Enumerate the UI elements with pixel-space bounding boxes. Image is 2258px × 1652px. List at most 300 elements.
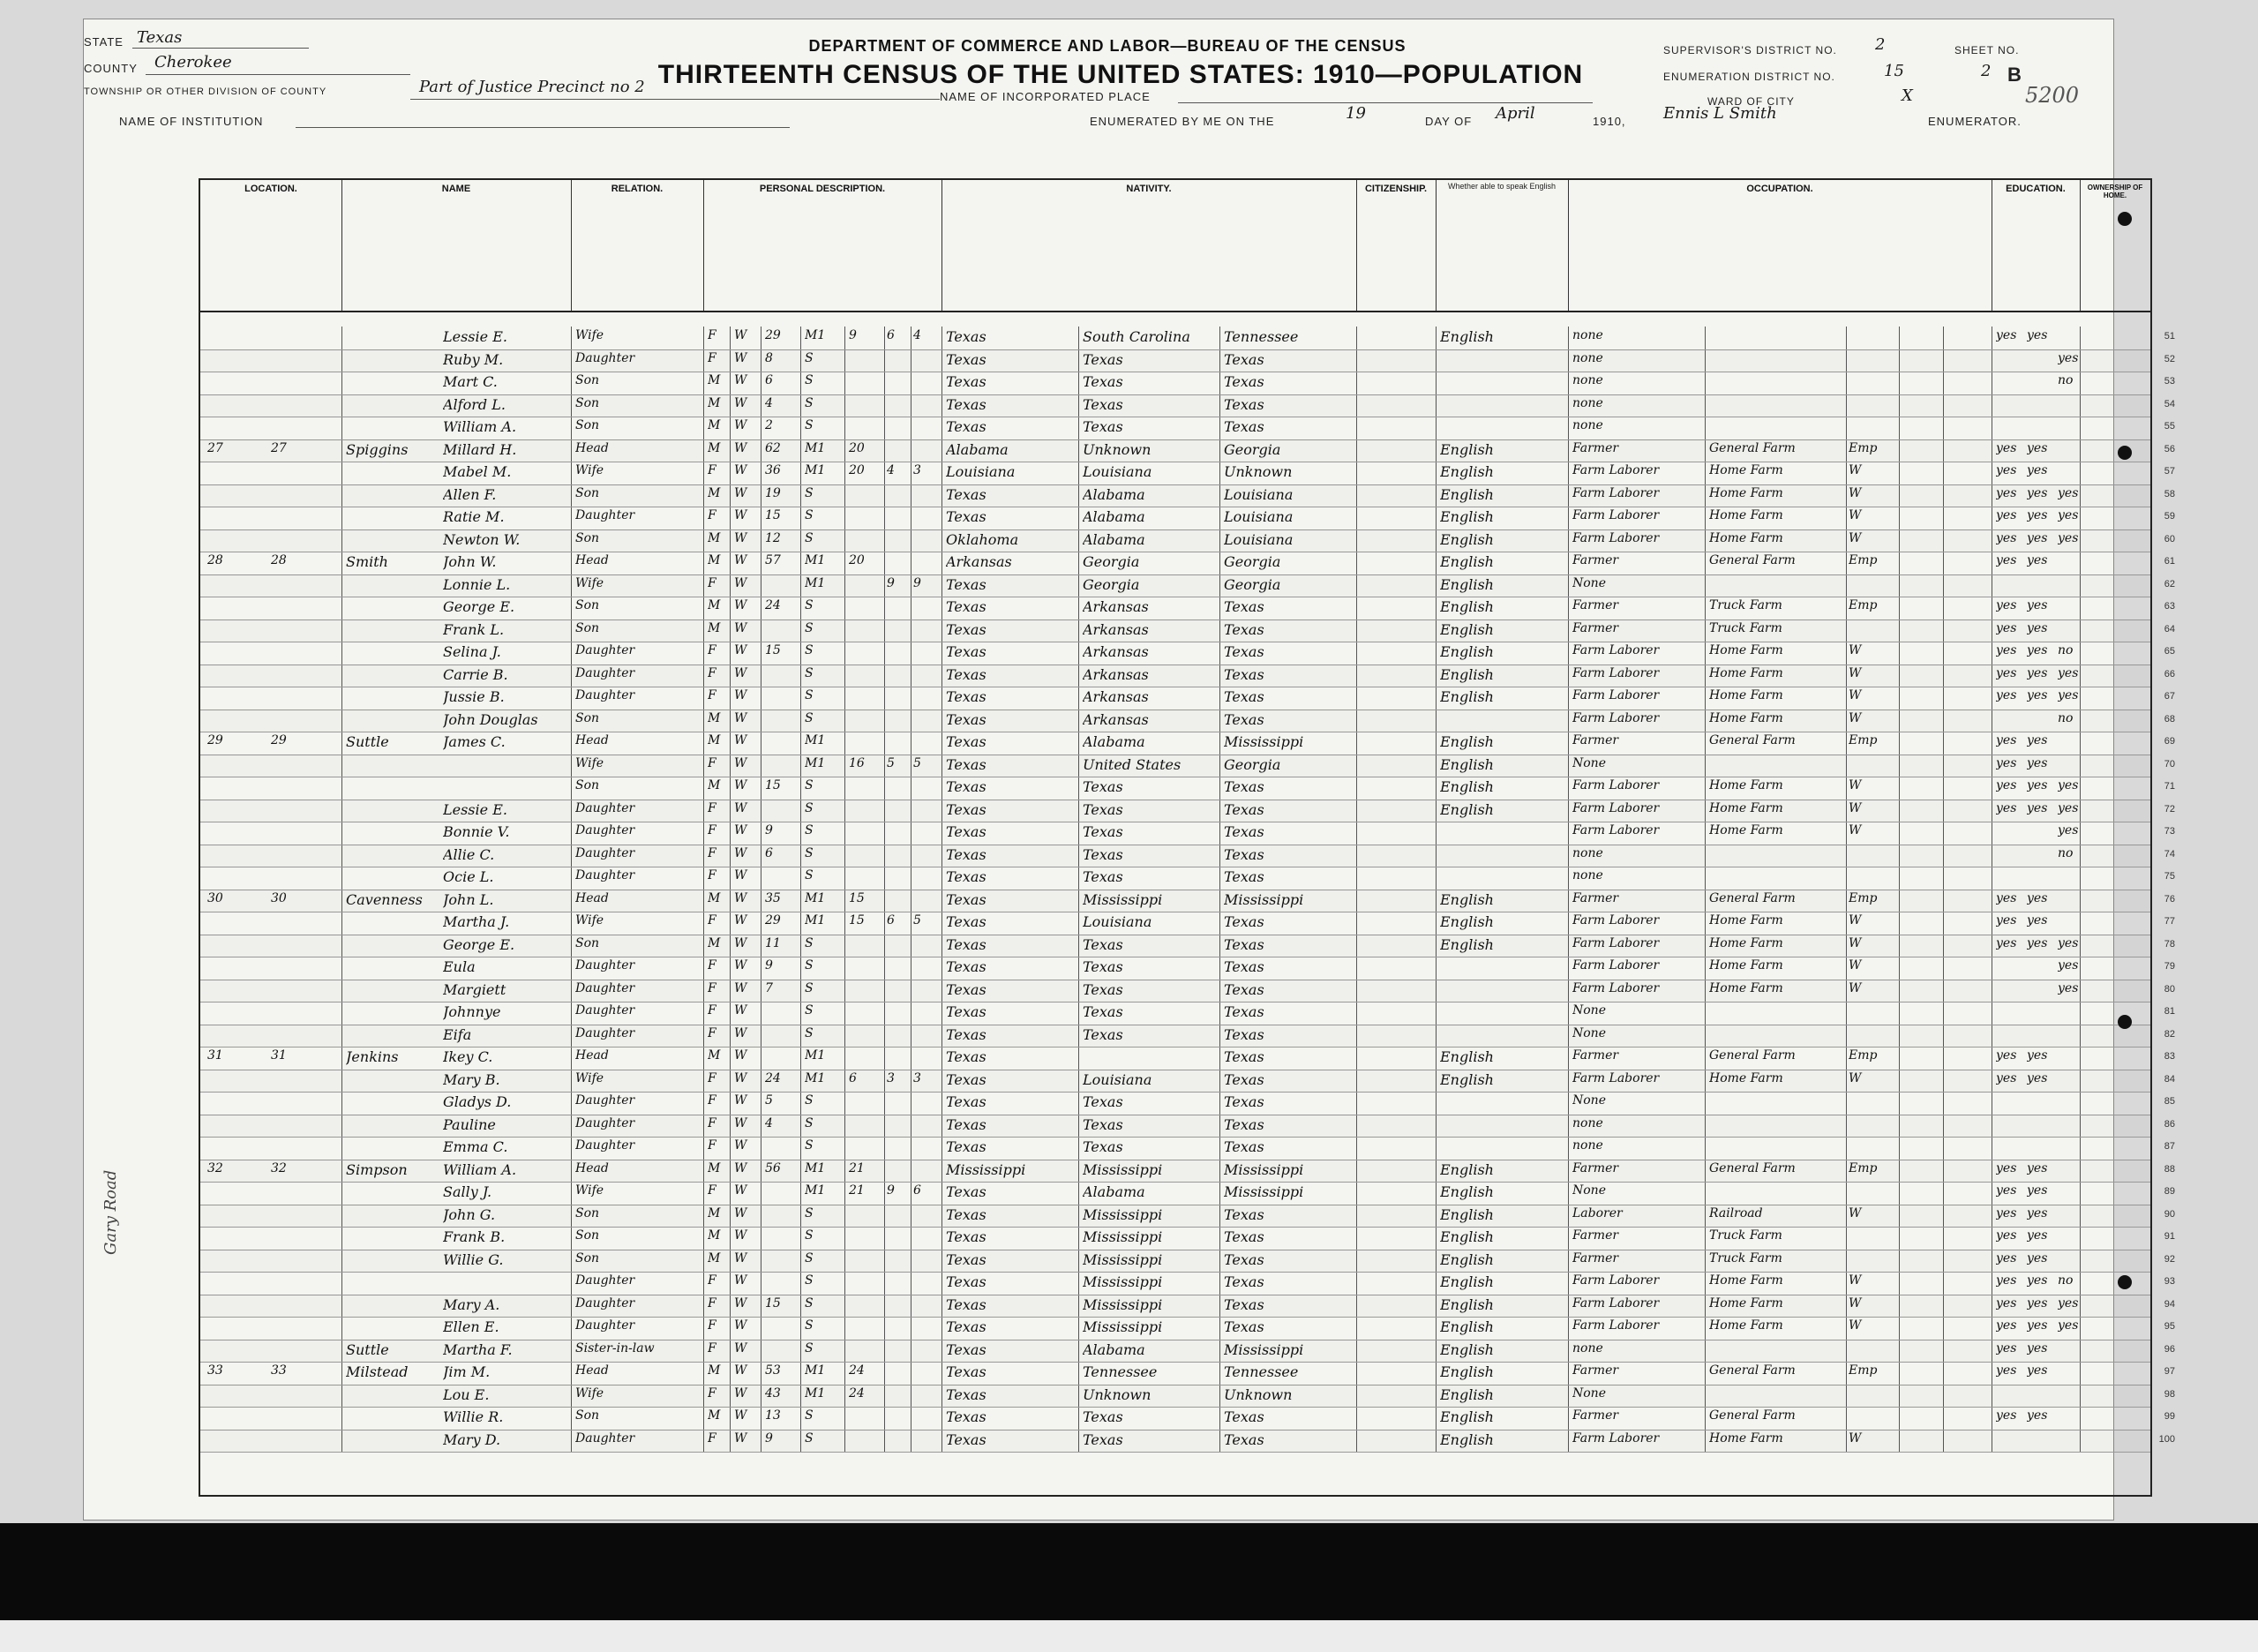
cell-race: W: [734, 688, 747, 702]
cell-lang: English: [1440, 935, 1494, 953]
cell-age: [765, 868, 800, 888]
cell-lang: [1440, 711, 1564, 731]
cell-fam: [271, 958, 324, 978]
cell-ind: [1709, 576, 1842, 596]
cell-pob-m: Texas: [1224, 1003, 1264, 1020]
line-number: 90: [2164, 1208, 2175, 1220]
cell-ind: General Farm: [1709, 1048, 1796, 1063]
cell-write: [2027, 351, 2057, 371]
cell-ind: Home Farm: [1709, 485, 1783, 500]
cell-sex: M: [708, 935, 721, 950]
cell-ind: Home Farm: [1709, 778, 1783, 792]
line-number: 61: [2164, 556, 2175, 567]
cell-sex: M: [708, 1048, 721, 1063]
line-number: 75: [2164, 871, 2175, 882]
cell-dw: [207, 1251, 260, 1271]
cell-race: W: [734, 463, 747, 477]
cell-occ: Farmer: [1572, 1160, 1619, 1175]
cell-read: [1996, 1386, 2026, 1406]
cell-lang: English: [1440, 1160, 1494, 1178]
cell-liv: [913, 441, 938, 461]
cell-yrs: 20: [849, 463, 865, 477]
cell-fam: 29: [271, 733, 287, 747]
cell-pob-m: Texas: [1224, 350, 1264, 368]
cell-born: [887, 1318, 911, 1338]
cell-pob: Texas: [946, 935, 986, 953]
cell-surname: Suttle: [346, 733, 389, 750]
line-number: 51: [2164, 331, 2175, 342]
cell-race: W: [734, 1183, 747, 1198]
cell-pob: Texas: [946, 643, 986, 660]
cell-yrs: [849, 1341, 881, 1361]
line-number: 100: [2158, 1433, 2175, 1445]
department-heading: DEPARTMENT OF COMMERCE AND LABOR—BUREAU OF THE CENSUS: [808, 37, 1407, 55]
cell-yrs: [849, 1206, 881, 1226]
cell-pob: Texas: [946, 868, 986, 885]
cell-pob-f: Alabama: [1083, 1340, 1145, 1358]
cell-pob-m: Texas: [1224, 598, 1264, 615]
cell-fam: [271, 913, 324, 933]
cell-lang: [1440, 823, 1564, 843]
cell-write: yes: [2027, 1273, 2048, 1288]
cell-yrs: [849, 688, 881, 708]
cell-read: [1996, 396, 2026, 416]
cell-pob-f: Texas: [1083, 395, 1123, 413]
cell-liv: [913, 1296, 938, 1316]
cell-dw: [207, 1431, 260, 1451]
table-row: [200, 822, 2175, 845]
cell-yrs: [849, 1003, 881, 1023]
cell-emp: W: [1849, 935, 1862, 950]
cell-pob-m: Texas: [1224, 1138, 1264, 1155]
cell-school: [2058, 1228, 2084, 1248]
microfilm-strip: [0, 1620, 2258, 1652]
cell-born: [887, 531, 911, 551]
cell-school: [2058, 441, 2084, 461]
cell-pob-f: Texas: [1083, 1115, 1123, 1133]
cell-sex: F: [708, 800, 716, 815]
cell-rel: Daughter: [575, 1295, 635, 1310]
cell-fam: [271, 508, 324, 528]
cell-ind: [1709, 846, 1842, 866]
enumeration-value: 15: [1884, 62, 1904, 80]
line-number: 66: [2164, 668, 2175, 680]
cell-age: 4: [765, 1115, 773, 1130]
cell-pob: Texas: [946, 395, 986, 413]
cell-surname: [346, 351, 443, 371]
cell-pob: Texas: [946, 823, 986, 840]
cell-liv: [913, 621, 938, 641]
ward-value: X: [1902, 86, 1913, 105]
cell-yrs: [849, 936, 881, 956]
cell-rel: Daughter: [575, 1318, 635, 1333]
cell-fam: [271, 1386, 324, 1406]
cell-pob: Texas: [946, 1295, 986, 1313]
cell-pob-f: Louisiana: [1083, 463, 1152, 480]
cell-read: yes: [1996, 688, 2017, 702]
cell-pob: Alabama: [946, 440, 1009, 458]
cell-pob: Texas: [946, 508, 986, 525]
cell-occ: None: [1572, 1025, 1606, 1040]
cell-write: [2027, 1116, 2057, 1136]
cell-liv: [913, 778, 938, 798]
cell-surname: [346, 328, 443, 348]
cell-lang: English: [1440, 1183, 1494, 1200]
cell-pob: Texas: [946, 1340, 986, 1358]
cell-race: W: [734, 710, 747, 725]
cell-ms: M1: [805, 1048, 826, 1063]
cell-sex: F: [708, 328, 716, 342]
cell-pob-f: Alabama: [1083, 508, 1145, 525]
cell-read: yes: [1996, 530, 2017, 545]
cell-surname: Jenkins: [346, 1048, 399, 1065]
cell-age: 56: [765, 1160, 781, 1175]
cell-age: 36: [765, 463, 781, 477]
cell-yrs: [849, 1273, 881, 1293]
cell-surname: Milstead: [346, 1363, 409, 1380]
cell-write: yes: [2027, 890, 2048, 905]
cell-given: James C.: [443, 733, 506, 750]
cell-race: W: [734, 823, 747, 837]
cell-fam: [271, 351, 324, 371]
line-number: 72: [2164, 803, 2175, 815]
cell-surname: Simpson: [346, 1160, 408, 1178]
column-occupation: OCCUPATION.: [1568, 180, 1992, 312]
cell-emp: W: [1849, 508, 1862, 522]
cell-liv: [913, 373, 938, 393]
cell-write: [2027, 1386, 2057, 1406]
cell-ind: Home Farm: [1709, 1318, 1783, 1333]
cell-school: [2058, 1003, 2084, 1023]
cell-given: Ocie L.: [443, 868, 494, 885]
cell-age: [765, 1251, 800, 1271]
table-row: [200, 1295, 2175, 1318]
line-number: 77: [2164, 916, 2175, 927]
cell-rel: Son: [575, 395, 600, 410]
cell-born: [887, 1273, 911, 1293]
cell-write: yes: [2027, 1048, 2048, 1063]
cell-sex: F: [708, 1340, 716, 1355]
cell-pob-m: Texas: [1224, 1025, 1264, 1043]
cell-liv: [913, 823, 938, 843]
cell-liv: [913, 1026, 938, 1046]
cell-age: [765, 1138, 800, 1158]
cell-occ: Farm Laborer: [1572, 913, 1660, 927]
cell-pob-m: Unknown: [1224, 463, 1293, 480]
cell-pob-m: Texas: [1224, 1070, 1264, 1088]
line-number: 70: [2164, 758, 2175, 770]
cell-race: W: [734, 1048, 747, 1063]
cell-dw: [207, 1228, 260, 1248]
cell-emp: W: [1849, 485, 1862, 500]
cell-given: Martha J.: [443, 913, 510, 930]
cell-pob-f: Texas: [1083, 845, 1123, 863]
cell-pob-f: Texas: [1083, 980, 1123, 998]
cell-born: [887, 598, 911, 618]
cell-rel: Head: [575, 733, 609, 747]
cell-lang: English: [1440, 913, 1494, 930]
cell-pob-m: Mississippi: [1224, 733, 1304, 750]
cell-read: yes: [1996, 620, 2017, 635]
cell-age: [765, 1026, 800, 1046]
cell-school: no: [2058, 643, 2074, 657]
cell-ind: Home Farm: [1709, 463, 1783, 477]
cell-race: W: [734, 1138, 747, 1153]
cell-sex: F: [708, 508, 716, 522]
cell-emp: W: [1849, 688, 1862, 702]
cell-dw: [207, 1183, 260, 1203]
cell-emp: W: [1849, 1273, 1862, 1288]
cell-ms: S: [805, 485, 814, 500]
cell-write: [2027, 981, 2057, 1001]
cell-occ: None: [1572, 575, 1606, 590]
cell-pob-f: Texas: [1083, 373, 1123, 390]
cell-write: yes: [2027, 643, 2048, 657]
cell-emp: W: [1849, 1205, 1862, 1220]
cell-given: John W.: [443, 553, 497, 570]
cell-yrs: [849, 1026, 881, 1046]
cell-race: W: [734, 553, 747, 567]
cell-given: Eifa: [443, 1025, 472, 1043]
cell-sex: M: [708, 620, 721, 635]
cell-occ: Farmer: [1572, 1228, 1619, 1243]
cell-occ: none: [1572, 328, 1603, 342]
cell-dw: [207, 1386, 260, 1406]
cell-rel: Head: [575, 440, 609, 455]
cell-sex: F: [708, 1318, 716, 1333]
cell-ms: S: [805, 1115, 814, 1130]
cell-ms: S: [805, 1003, 814, 1017]
cell-pob-f: Arkansas: [1083, 598, 1149, 615]
cell-ind: Truck Farm: [1709, 1228, 1782, 1243]
cell-pob: Texas: [946, 1250, 986, 1268]
cell-born: [887, 981, 911, 1001]
cell-dw: 30: [207, 890, 223, 905]
cell-emp: [1849, 1408, 1893, 1428]
township-label: TOWNSHIP OR OTHER DIVISION OF COUNTY: [84, 86, 327, 97]
cell-pob: Texas: [946, 485, 986, 503]
table-row: [200, 349, 2175, 373]
cell-dw: [207, 1116, 260, 1136]
cell-ms: S: [805, 958, 814, 972]
cell-given: John Douglas: [443, 710, 538, 728]
cell-emp: W: [1849, 913, 1862, 927]
cell-sex: F: [708, 1115, 716, 1130]
cell-born: [887, 1296, 911, 1316]
cell-rel: Daughter: [575, 1025, 635, 1040]
table-row: [200, 1227, 2175, 1250]
cell-fam: [271, 666, 324, 686]
cell-age: [765, 1206, 800, 1226]
cell-pob-m: Texas: [1224, 1115, 1264, 1133]
cell-born: [887, 823, 911, 843]
cell-lang: [1440, 846, 1564, 866]
table-row: [200, 529, 2175, 553]
cell-given: Jim M.: [443, 1363, 491, 1380]
cell-dw: [207, 1138, 260, 1158]
cell-born: [887, 958, 911, 978]
cell-emp: Emp: [1849, 733, 1878, 747]
cell-given: Sally J.: [443, 1183, 492, 1200]
cell-emp: W: [1849, 823, 1862, 837]
cell-liv: [913, 711, 938, 731]
cell-sex: M: [708, 373, 721, 387]
cell-age: 4: [765, 395, 773, 410]
cell-fam: [271, 823, 324, 843]
cell-read: yes: [1996, 1363, 2017, 1378]
cell-write: yes: [2027, 1318, 2048, 1333]
cell-read: [1996, 868, 2026, 888]
line-number: 76: [2164, 893, 2175, 905]
cell-given: Martha F.: [443, 1340, 513, 1358]
cell-write: [2027, 846, 2057, 866]
table-row: [200, 980, 2175, 1003]
cell-race: W: [734, 575, 747, 590]
cell-read: yes: [1996, 328, 2017, 342]
cell-pob: Texas: [946, 1070, 986, 1088]
cell-ind: [1709, 351, 1842, 371]
cell-occ: Farm Laborer: [1572, 1430, 1660, 1446]
cell-race: W: [734, 1205, 747, 1220]
cell-emp: [1849, 328, 1893, 348]
cell-lang: English: [1440, 463, 1494, 480]
cell-read: yes: [1996, 733, 2017, 747]
cell-pob-m: Louisiana: [1224, 530, 1294, 548]
cell-emp: W: [1849, 1070, 1862, 1085]
line-number: 64: [2164, 623, 2175, 635]
cell-ind: General Farm: [1709, 1160, 1796, 1175]
cell-surname: [346, 1296, 443, 1316]
cell-lang: English: [1440, 665, 1494, 683]
incorporated-label: NAME OF INCORPORATED PLACE: [940, 90, 1151, 103]
cell-sex: F: [708, 1385, 716, 1400]
cell-emp: Emp: [1849, 1363, 1878, 1378]
cell-pob: Texas: [946, 980, 986, 998]
cell-pob-f: Mississippi: [1083, 890, 1163, 908]
cell-ms: S: [805, 1295, 814, 1310]
cell-race: W: [734, 1250, 747, 1265]
line-number: 87: [2164, 1141, 2175, 1152]
cell-ms: M1: [805, 1385, 826, 1400]
cell-pob-f: Tennessee: [1083, 1363, 1158, 1380]
cell-born: [887, 1206, 911, 1226]
cell-rel: Daughter: [575, 980, 635, 995]
cell-race: W: [734, 508, 747, 522]
cell-read: yes: [1996, 1340, 2017, 1355]
cell-race: W: [734, 1273, 747, 1288]
cell-pob-m: Texas: [1224, 845, 1264, 863]
cell-read: [1996, 1093, 2026, 1113]
cell-race: W: [734, 1093, 747, 1108]
cell-sex: F: [708, 1003, 716, 1017]
cell-read: yes: [1996, 485, 2017, 500]
census-title: THIRTEENTH CENSUS OF THE UNITED STATES: 1910—POPULATION: [657, 60, 1584, 89]
cell-ms: M1: [805, 575, 826, 590]
census-sheet: [84, 19, 2175, 1520]
cell-emp: [1849, 868, 1893, 888]
day-of-label: DAY OF: [1425, 115, 1473, 128]
cell-dw: [207, 913, 260, 933]
cell-emp: Emp: [1849, 1048, 1878, 1063]
cell-age: [765, 711, 800, 731]
line-number: 89: [2164, 1186, 2175, 1197]
cell-pob-f: Arkansas: [1083, 688, 1149, 705]
cell-yrs: 24: [849, 1385, 865, 1400]
cell-fam: [271, 463, 324, 483]
cell-liv: [913, 418, 938, 438]
cell-lang: English: [1440, 1250, 1494, 1268]
cell-sex: F: [708, 643, 716, 657]
cell-pob-f: Mississippi: [1083, 1160, 1163, 1178]
cell-surname: [346, 463, 443, 483]
line-number: 69: [2164, 736, 2175, 747]
table-row: [200, 800, 2175, 823]
cell-dw: [207, 936, 260, 956]
line-number: 85: [2164, 1096, 2175, 1107]
cell-given: William A.: [443, 1160, 517, 1178]
cell-dw: [207, 958, 260, 978]
cell-rel: Son: [575, 1408, 600, 1423]
township-value: Part of Justice Precinct no 2: [419, 78, 645, 96]
cell-occ: Farm Laborer: [1572, 688, 1660, 702]
cell-occ: Farm Laborer: [1572, 665, 1660, 680]
cell-pob-m: Louisiana: [1224, 508, 1294, 525]
cell-ind: Home Farm: [1709, 958, 1783, 972]
cell-school: [2058, 1093, 2084, 1113]
cell-write: yes: [2027, 1295, 2048, 1310]
cell-emp: [1849, 1003, 1893, 1023]
cell-ms: S: [805, 845, 814, 860]
cell-surname: [346, 1273, 443, 1293]
cell-school: [2058, 1251, 2084, 1271]
sheet-label: SHEET NO.: [1954, 44, 2020, 56]
cell-write: [2027, 418, 2057, 438]
line-number: 63: [2164, 601, 2175, 612]
line-number: 78: [2164, 938, 2175, 950]
cell-fam: 30: [271, 890, 287, 905]
cell-surname: [346, 778, 443, 798]
cell-lang: [1440, 958, 1564, 978]
cell-yrs: [849, 981, 881, 1001]
cell-dw: [207, 688, 260, 708]
cell-age: 7: [765, 980, 773, 995]
enumerated-day: 19: [1346, 104, 1366, 123]
cell-ind: [1709, 1386, 1842, 1406]
cell-age: [765, 688, 800, 708]
table-row: [200, 552, 2175, 575]
cell-rel: Son: [575, 418, 600, 432]
cell-write: yes: [2027, 1340, 2048, 1355]
line-number: 62: [2164, 578, 2175, 589]
cell-liv: 4: [913, 328, 921, 342]
cell-read: [1996, 418, 2026, 438]
cell-lang: English: [1440, 508, 1494, 525]
cell-school: yes: [2058, 935, 2079, 950]
cell-write: [2027, 1431, 2057, 1451]
cell-given: William A.: [443, 418, 517, 435]
cell-liv: [913, 1228, 938, 1248]
cell-pob-m: Texas: [1224, 800, 1264, 818]
cell-race: W: [734, 958, 747, 972]
cell-surname: [346, 801, 443, 821]
cell-sex: M: [708, 440, 721, 455]
cell-born: [887, 396, 911, 416]
cell-yrs: 20: [849, 553, 865, 567]
cell-surname: [346, 846, 443, 866]
cell-sex: M: [708, 710, 721, 725]
cell-write: yes: [2027, 463, 2048, 477]
table-row: [200, 1070, 2175, 1093]
